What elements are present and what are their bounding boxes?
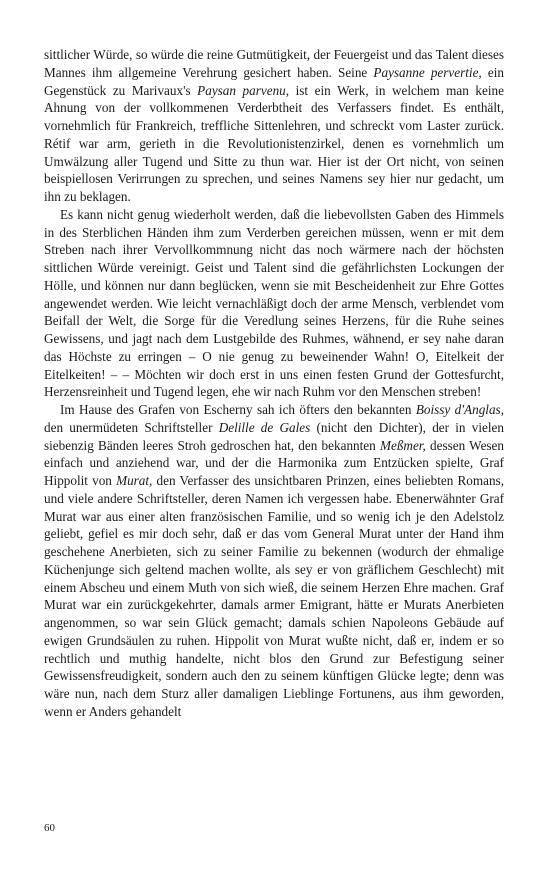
paragraph-3 xyxy=(44,401,504,721)
paragraph-2 xyxy=(44,206,504,401)
text-run: (nicht den Dichter), der in vielen siebenzig Bänden leeres Stroh gedroschen hat, den bekannten xyxy=(44,419,504,453)
italic-text-run: Paysanne pervertie, xyxy=(373,64,482,80)
paragraph-1 xyxy=(44,46,504,206)
text-run: Es kann nicht genug wiederholt werden, daß die liebevollsten Gaben des Himmels in des Sterblichen Händen ihm zum Verderben gereichen müssen, wenn er mit dem Streben nach ihrer Vervollkommnung nicht das noch wärmere nach der höchsten sittlichen Würde vereinigt. Geist und Talent sind die gefährlichsten Lockungen der Hölle, und können nur dann beglücken, wenn sie mit Bescheidenheit zur Ehre Gottes angewendet werden. Wie leicht vernachläßigt doch der arme Mensch, verblendet vom Beifall der Welt, die Sorge für die Veredlung seines Herzens, für die Ruhe seines Gewissens, und jagt nach dem Lustgebilde des Ruhmes, wähnend, er sey nahe daran das Höchste zu erringen – O nie genug zu beweinender Wahn! O, Eitelkeit der Eitelkeiten! – – Möchten wir doch erst in uns einen festen Grund der Gottesfurcht, Herzensreinheit und Tugend legen, ehe wir nach Ruhm vor den Menschen streben! xyxy=(44,206,504,400)
text-run: den Verfasser des unsichtbaren Prinzen, eines beliebten Romans, und viele andere Schriftsteller, deren Namen ich vergessen habe. Ebenerwähnter Graf Murat war aus einer alten französischen Familie, und so wenig ich je den Adelstolz geliebt, gefiel es mir doch sehr, daß er das vom General Murat unter der Hand ihm geschehene Anerbieten, sich zu seiner Familie zu bekennen (wodurch der ehmalige Küchenjunge sich geltend machen wollte, als sey er von gräflichem Geschlecht) mit einem Abscheu und einem Muth von sich wieß, die seinem Herzen Ehre machen. Graf Murat war ein zurückgekehrter, damals armer Emigrant, hätte er Murats Anerbieten angenommen, so war sein Glück gemacht; damals schien Napoleons Gebäude auf ewigen Grundsäulen zu ruhen. Hippolit von Murat wußte nicht, daß er, indem er so rechtlich und muthig handelte, nicht blos den Grund zur Befestigung seiner Gewissensfreudigkeit, sondern auch den zu seinem künftigen Glücke legte; denn was wäre nun, nach dem Sturz aller damaligen Lieblinge Fortunens, aus ihm geworden, wenn er Anders gehandelt xyxy=(44,473,504,719)
italic-text-run: Murat, xyxy=(116,473,153,488)
italic-text-run: Boissy d'Anglas, xyxy=(415,402,504,417)
italic-text-run: Paysan parvenu, xyxy=(197,82,290,98)
page-number: 60 xyxy=(44,822,55,834)
italic-text-run: Delille de Gales xyxy=(218,419,311,435)
text-run: ein Gegenstück zu Marivaux's xyxy=(44,64,504,98)
text-run: dessen Wesen einfach und anziehend war, und der die Harmonika zum Entzücken spielte, Graf Hippolit von xyxy=(44,437,504,488)
page-body xyxy=(44,46,504,721)
text-run: sittlicher Würde, so würde die reine Gutmütigkeit, der Feuergeist und das Talent dieses Mannes ihm allgemeine Verehrung gesichert haben. Seine xyxy=(44,47,504,80)
text-run: den unermüdeten Schriftsteller xyxy=(44,419,219,435)
text-run: ist ein Werk, in welchem man keine Ahnung von der vollkommenen Verderbtheit des Verfassers findet. Es enthält, vornehmlich für Frankreich, treffliche Sittenlehren, und schreckt vom Laster zurück. Rétif war arm, gerieth in die Revolutionistenzirkel, denen es vornehmlich um Umwälzung aller Tugend und Sitte zu thun war. Hier ist der Ort nicht, von seinen beispiellosen Verirrungen zu sprechen, und seines Namens sey hier nur gedacht, um ihn zu beklagen. xyxy=(44,82,504,204)
italic-text-run: Meßmer, xyxy=(380,437,426,453)
text-run: Im Hause des Grafen von Escherny sah ich öfters den bekannten xyxy=(60,402,416,417)
